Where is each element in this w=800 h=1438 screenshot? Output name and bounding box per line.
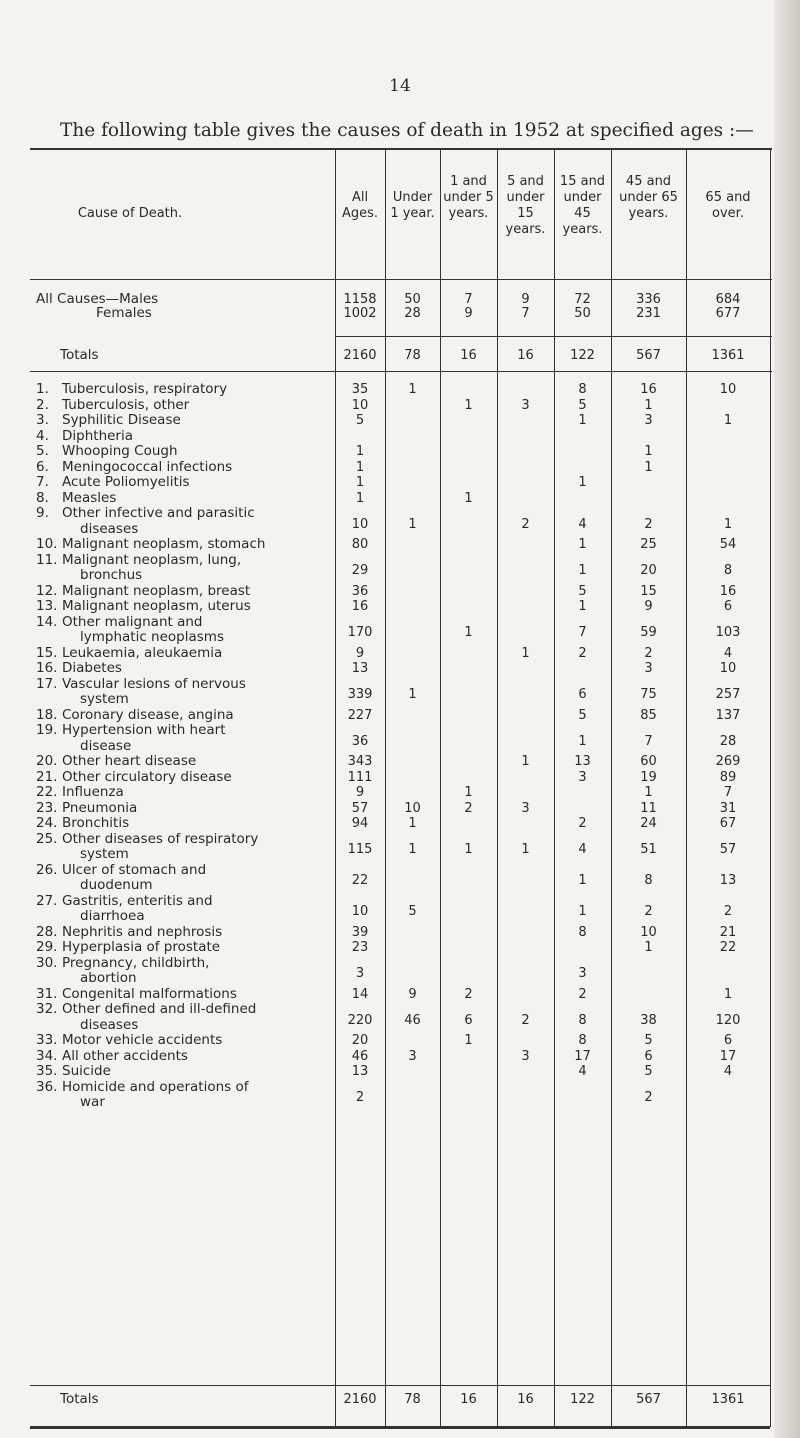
row-number: 14.: [36, 613, 58, 630]
cell-value: 80: [351, 537, 369, 552]
row-number: 17.: [36, 675, 58, 692]
row-number: 6.: [36, 458, 49, 475]
row-label: Coronary disease, angina: [62, 706, 234, 723]
row-label: All other accidents: [62, 1047, 188, 1064]
cell-value: 13: [574, 754, 591, 769]
cell-value: 10: [640, 924, 657, 940]
cell-value: 75: [640, 687, 657, 703]
cell-value: 5: [578, 707, 587, 723]
row-label: Suicide: [62, 1063, 111, 1079]
row-number: 1.: [36, 381, 49, 397]
summary-rule: [335, 336, 772, 337]
header-col-5: 15 and under 45 years.: [559, 174, 606, 237]
cell-value: 3: [644, 661, 653, 676]
row-label: Whooping Cough: [62, 443, 178, 459]
column-divider: [497, 148, 498, 1427]
cell-value: 220: [347, 1012, 373, 1028]
row-label: Bronchitis: [62, 815, 130, 831]
column-divider: [385, 148, 386, 1427]
summary-totals-value: 16: [517, 348, 534, 363]
summary-males-value: 72: [574, 292, 591, 307]
cell-value: 21: [719, 924, 737, 940]
row-number: 25.: [36, 830, 58, 847]
row-label-continuation: diarrhoea: [80, 908, 145, 924]
row-label: Hypertension with heart: [62, 722, 226, 738]
row-label: Motor vehicle accidents: [62, 1032, 223, 1048]
row-label: Malignant neoplasm, uterus: [62, 598, 251, 614]
cell-value: 2: [521, 516, 530, 532]
cell-value: 6: [644, 1048, 653, 1064]
row-label: Diphtheria: [62, 427, 134, 444]
row-label: Other diseases of respiratory: [62, 830, 259, 847]
cell-value: 2: [578, 816, 587, 831]
cell-value: 5: [408, 904, 417, 920]
footer-totals-label: Totals: [60, 1391, 99, 1407]
cell-value: 24: [640, 816, 657, 831]
row-number: 20.: [36, 753, 58, 769]
cell-value: 1: [644, 785, 653, 800]
row-number: 24.: [36, 815, 58, 831]
cell-value: 57: [351, 800, 369, 816]
cell-value: 1: [723, 413, 733, 428]
row-label: Nephritis and nephrosis: [62, 923, 223, 940]
header-col-4: 5 and under 15 years.: [505, 174, 546, 237]
cell-value: 29: [351, 563, 369, 579]
cell-value: 8: [578, 382, 587, 397]
cell-value: 22: [351, 873, 369, 889]
row-number: 30.: [36, 954, 58, 971]
header-col-3: 1 and under 5 years.: [443, 174, 494, 221]
cell-value: 1: [578, 733, 587, 749]
row-number: 32.: [36, 1001, 58, 1017]
row-label: Tuberculosis, respiratory: [62, 381, 228, 397]
cell-value: 39: [351, 924, 369, 940]
cell-value: 1: [355, 475, 365, 490]
summary-females-value: 9: [464, 306, 473, 321]
footer-totals-value: 122: [570, 1392, 595, 1407]
summary-bottom-rule: [30, 371, 772, 372]
row-number: 34.: [36, 1047, 58, 1064]
row-number: 35.: [36, 1063, 58, 1079]
page-edge-shadow: [774, 0, 800, 1438]
row-label-continuation: disease: [80, 737, 132, 754]
cell-value: 2: [644, 904, 653, 920]
cell-value: 3: [521, 800, 530, 816]
cell-value: 1: [408, 516, 417, 532]
cell-value: 115: [347, 842, 373, 858]
cell-value: 227: [347, 707, 373, 723]
cell-value: 16: [351, 599, 369, 614]
row-number: 22.: [36, 784, 58, 800]
cell-value: 2: [644, 645, 653, 661]
cell-value: 7: [578, 625, 587, 641]
row-number: 8.: [36, 489, 49, 506]
cell-value: 4: [578, 1064, 587, 1079]
footer-totals-value: 16: [517, 1392, 534, 1407]
row-label: Malignant neoplasm, stomach: [62, 536, 266, 552]
summary-males-value: 684: [715, 292, 741, 307]
cell-value: 38: [640, 1012, 657, 1028]
summary-males-value: 9: [521, 292, 530, 307]
row-number: 28.: [36, 923, 58, 940]
row-label: Other malignant and: [62, 613, 203, 630]
cell-value: 1: [723, 516, 733, 532]
row-label-continuation: war: [80, 1094, 105, 1110]
summary-males-value: 7: [464, 292, 473, 307]
cell-value: 8: [578, 1012, 587, 1028]
summary-totals-value: 78: [404, 348, 421, 363]
cell-value: 13: [351, 1064, 369, 1079]
cell-value: 343: [347, 754, 373, 769]
cell-value: 137: [715, 707, 741, 723]
row-number: 23.: [36, 799, 58, 816]
row-label-continuation: lymphatic neoplasms: [80, 629, 224, 645]
header-cause: Cause of Death.: [77, 206, 183, 221]
cell-value: 6: [464, 1012, 473, 1028]
cell-value: 57: [719, 842, 737, 858]
cell-value: 6: [723, 1033, 733, 1048]
cell-value: 2: [644, 1090, 653, 1106]
cell-value: 1: [521, 645, 530, 661]
row-label: Meningococcal infections: [62, 458, 233, 475]
header-col-7: 65 and over.: [705, 190, 751, 221]
cell-value: 20: [640, 563, 657, 579]
row-label: Vascular lesions of nervous: [62, 675, 246, 692]
row-number: 27.: [36, 892, 58, 909]
cell-value: 3: [355, 966, 365, 982]
row-label-continuation: diseases: [80, 1016, 139, 1033]
cell-value: 14: [351, 986, 369, 1002]
row-number: 13.: [36, 598, 58, 614]
footer-totals-value: 1361: [711, 1392, 745, 1407]
row-label-continuation: duodenum: [80, 877, 153, 893]
cell-value: 46: [404, 1012, 421, 1028]
table-bottom-rule: [30, 1426, 770, 1429]
row-number: 10.: [36, 536, 58, 552]
cell-value: 16: [640, 382, 657, 397]
cell-value: 17: [574, 1048, 591, 1064]
cell-value: 7: [644, 733, 653, 749]
cell-value: 22: [719, 940, 737, 955]
row-number: 11.: [36, 551, 58, 568]
summary-males-label: All Causes—Males: [36, 291, 159, 307]
cell-value: 6: [723, 599, 733, 614]
cell-value: 1: [521, 842, 530, 858]
cell-value: 1: [464, 625, 473, 641]
row-label: Ulcer of stomach and: [62, 861, 207, 878]
intro-paragraph: The following table gives the causes of death in 1952 at specified ages :—: [60, 120, 754, 141]
cell-value: 120: [715, 1012, 741, 1028]
cell-value: 1: [644, 459, 653, 475]
cell-value: 85: [640, 707, 657, 723]
cell-value: 170: [347, 625, 373, 641]
row-number: 5.: [36, 443, 49, 459]
cell-value: 89: [719, 769, 737, 785]
cell-value: 6: [578, 687, 587, 703]
row-label: Leukaemia, aleukaemia: [62, 644, 223, 661]
cell-value: 1: [578, 873, 587, 889]
cell-value: 51: [640, 842, 657, 858]
summary-totals-value: 2160: [343, 348, 377, 363]
cell-value: 1: [644, 397, 653, 413]
cell-value: 5: [355, 413, 365, 428]
cell-value: 13: [351, 661, 369, 676]
cell-value: 10: [719, 382, 737, 397]
row-label: Gastritis, enteritis and: [62, 892, 213, 909]
cell-value: 35: [351, 382, 369, 397]
cell-value: 8: [578, 924, 587, 940]
cell-value: 1: [408, 816, 417, 831]
row-label: Other infective and parasitic: [62, 505, 255, 521]
summary-females-value: 677: [715, 306, 741, 321]
footer-totals-value: 567: [636, 1392, 661, 1407]
summary-females-label: Females: [96, 305, 152, 321]
cell-value: 1: [408, 842, 417, 858]
summary-totals-value: 567: [636, 348, 661, 363]
row-label-continuation: system: [80, 846, 129, 862]
row-number: 7.: [36, 474, 49, 490]
row-label: Other heart disease: [62, 753, 197, 769]
row-label: Acute Poliomyelitis: [62, 474, 190, 490]
cell-value: 15: [640, 583, 657, 599]
cell-value: 257: [715, 687, 741, 703]
cell-value: 1: [644, 940, 653, 955]
cell-value: 2: [521, 1012, 530, 1028]
cell-value: 4: [723, 645, 733, 661]
cell-value: 3: [521, 1048, 530, 1064]
cell-value: 1: [578, 537, 587, 552]
cell-value: 2: [355, 1090, 365, 1106]
summary-females-value: 28: [404, 306, 421, 321]
row-label: Pregnancy, childbirth,: [62, 954, 210, 971]
cell-value: 2: [644, 516, 653, 532]
cell-value: 2: [464, 986, 473, 1002]
summary-totals-value: 122: [570, 348, 595, 363]
footer-totals-rule: [30, 1385, 770, 1386]
summary-females-value: 231: [636, 306, 661, 321]
cell-value: 13: [719, 873, 737, 889]
cell-value: 36: [351, 733, 369, 749]
row-number: 3.: [36, 412, 49, 428]
row-label: Other defined and ill-defined: [62, 1001, 257, 1017]
summary-males-value: 1158: [343, 292, 377, 307]
cell-value: 20: [351, 1033, 369, 1048]
row-label: Syphilitic Disease: [62, 412, 181, 428]
cell-value: 5: [644, 1064, 653, 1079]
row-number: 16.: [36, 660, 58, 676]
column-divider: [554, 148, 555, 1427]
summary-totals-label: Totals: [60, 347, 99, 363]
header-col-6: 45 and under 65 years.: [619, 174, 678, 221]
cell-value: 8: [644, 873, 653, 889]
cell-value: 5: [578, 397, 587, 413]
cell-value: 2: [723, 904, 733, 920]
column-divider: [770, 148, 771, 1427]
cell-value: 23: [351, 940, 369, 955]
summary-males-value: 336: [636, 292, 661, 307]
cell-value: 1: [464, 1033, 473, 1048]
cell-value: 1: [578, 563, 587, 579]
cell-value: 9: [644, 599, 653, 614]
header-col-2: Under 1 year.: [390, 190, 435, 221]
summary-females-value: 1002: [343, 306, 377, 321]
header-col-1: All Ages.: [341, 190, 379, 221]
row-number: 9.: [36, 505, 49, 521]
cell-value: 11: [640, 800, 657, 816]
summary-females-value: 50: [574, 306, 591, 321]
cell-value: 1: [355, 459, 365, 475]
cell-value: 3: [644, 413, 653, 428]
cell-value: 36: [351, 583, 369, 599]
cell-value: 16: [719, 583, 737, 599]
row-number: 19.: [36, 722, 58, 738]
cell-value: 2: [464, 800, 473, 816]
cell-value: 9: [355, 645, 365, 661]
row-number: 4.: [36, 427, 49, 444]
cell-value: 8: [578, 1033, 587, 1048]
cell-value: 3: [408, 1048, 417, 1064]
row-label: Measles: [62, 489, 117, 506]
row-label: Homicide and operations of: [62, 1078, 249, 1095]
summary-males-value: 50: [404, 292, 421, 307]
cell-value: 4: [578, 516, 587, 532]
cell-value: 7: [723, 785, 733, 800]
row-number: 36.: [36, 1078, 58, 1095]
row-label: Other circulatory disease: [62, 768, 232, 785]
row-number: 26.: [36, 861, 58, 878]
row-label: Pneumonia: [62, 799, 138, 816]
row-number: 18.: [36, 706, 58, 723]
cell-value: 8: [723, 563, 733, 579]
cell-value: 4: [578, 842, 587, 858]
cell-value: 2: [578, 645, 587, 661]
cell-value: 9: [408, 986, 417, 1002]
row-label-continuation: abortion: [80, 970, 137, 986]
cell-value: 2: [578, 986, 587, 1002]
cell-value: 1: [578, 599, 587, 614]
cell-value: 1: [578, 904, 587, 920]
cell-value: 25: [640, 537, 657, 552]
cell-value: 4: [723, 1064, 733, 1079]
cell-value: 94: [351, 816, 369, 831]
row-label: Malignant neoplasm, lung,: [62, 551, 242, 568]
cell-value: 1: [408, 687, 417, 703]
cell-value: 3: [578, 966, 587, 982]
cell-value: 1: [521, 754, 530, 769]
cell-value: 9: [355, 785, 365, 800]
cell-value: 10: [351, 516, 369, 532]
row-number: 15.: [36, 644, 58, 661]
cell-value: 19: [640, 769, 657, 785]
summary-totals-value: 16: [460, 348, 477, 363]
cell-value: 10: [351, 397, 369, 413]
cell-value: 1: [578, 475, 587, 490]
page-number: 14: [389, 76, 411, 96]
header-bottom-rule: [30, 279, 772, 280]
row-label: Influenza: [62, 784, 124, 800]
cell-value: 10: [404, 800, 421, 816]
row-number: 12.: [36, 582, 58, 599]
cell-value: 5: [578, 583, 587, 599]
summary-females-value: 7: [521, 306, 530, 321]
row-number: 31.: [36, 985, 58, 1002]
row-label: Diabetes: [62, 660, 122, 676]
cell-value: 1: [723, 986, 733, 1002]
row-number: 21.: [36, 768, 58, 785]
row-label: Malignant neoplasm, breast: [62, 582, 251, 599]
row-number: 29.: [36, 939, 58, 955]
summary-totals-value: 1361: [711, 348, 745, 363]
row-number: 2.: [36, 396, 49, 413]
cell-value: 59: [640, 625, 657, 641]
cell-value: 1: [644, 444, 653, 459]
cell-value: 1: [578, 413, 587, 428]
cell-value: 3: [578, 769, 587, 785]
cell-value: 31: [719, 800, 737, 816]
row-label-continuation: bronchus: [80, 567, 143, 583]
cell-value: 269: [715, 754, 741, 769]
cell-value: 60: [640, 754, 657, 769]
row-number: 33.: [36, 1032, 58, 1048]
table-top-rule: [30, 148, 772, 150]
row-label: Hyperplasia of prostate: [62, 939, 221, 955]
row-label-continuation: system: [80, 691, 129, 707]
cell-value: 1: [355, 444, 365, 459]
row-label-continuation: diseases: [80, 520, 139, 537]
cell-value: 10: [719, 661, 737, 676]
cell-value: 1: [464, 842, 473, 858]
cell-value: 111: [347, 769, 373, 785]
footer-totals-value: 78: [404, 1392, 421, 1407]
cell-value: 1: [408, 382, 417, 397]
cell-value: 10: [351, 904, 369, 920]
cell-value: 1: [464, 397, 473, 413]
cell-value: 1: [355, 490, 365, 506]
footer-totals-value: 2160: [343, 1392, 377, 1407]
cell-value: 1: [464, 490, 473, 506]
footer-totals-value: 16: [460, 1392, 477, 1407]
cell-value: 103: [715, 625, 741, 641]
cell-value: 3: [521, 397, 530, 413]
cell-value: 1: [464, 785, 473, 800]
cell-value: 28: [719, 733, 737, 749]
cell-value: 5: [644, 1033, 653, 1048]
cell-value: 17: [719, 1048, 737, 1064]
cell-value: 54: [719, 537, 737, 552]
cell-value: 46: [351, 1048, 369, 1064]
row-label: Congenital malformations: [62, 985, 237, 1002]
row-label: Tuberculosis, other: [62, 396, 190, 413]
cell-value: 67: [719, 816, 737, 831]
cell-value: 339: [347, 687, 373, 703]
